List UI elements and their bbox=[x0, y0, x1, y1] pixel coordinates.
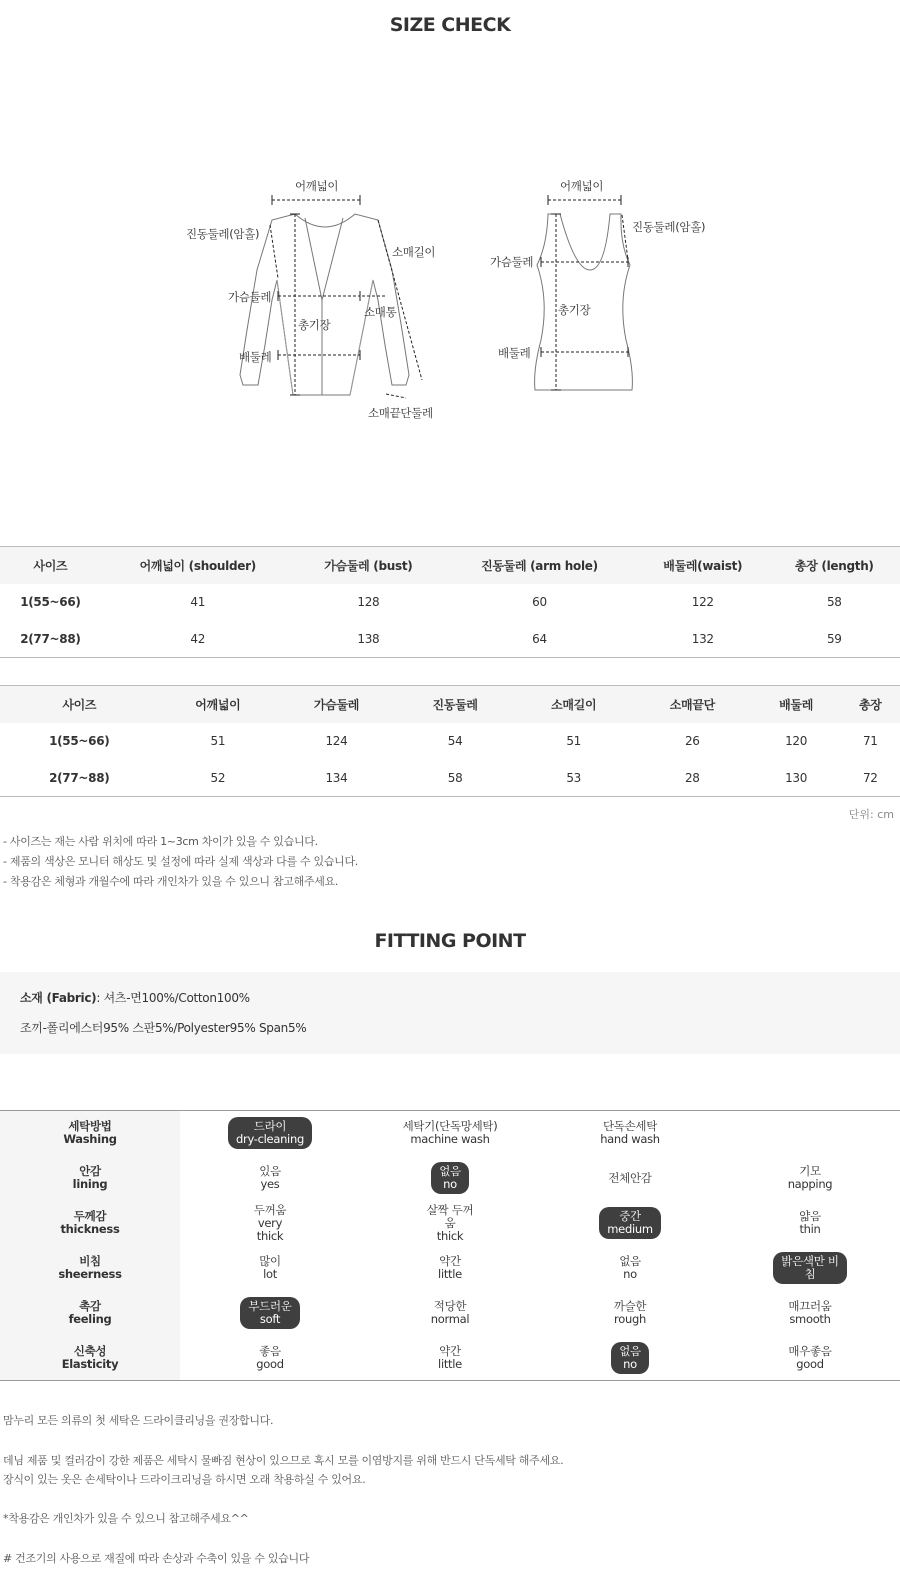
table-cell: 124 bbox=[325, 734, 348, 748]
fit-option bbox=[360, 1111, 540, 1156]
table-header: 배둘레(waist) bbox=[637, 547, 769, 584]
table-header: 어깨넓이 bbox=[159, 686, 278, 723]
fit-option bbox=[720, 1201, 900, 1246]
fit-option-en: napping bbox=[787, 1177, 833, 1191]
fit-option-ko: 두꺼움 bbox=[253, 1202, 287, 1217]
fit-option-text bbox=[540, 1172, 720, 1185]
fit-option-en: medium bbox=[607, 1222, 653, 1236]
fit-option bbox=[180, 1291, 360, 1336]
size-table-1 bbox=[0, 546, 900, 658]
fit-option-ko: 단독손세탁 bbox=[602, 1119, 658, 1134]
table-cell: 28 bbox=[684, 770, 700, 785]
fabric-line-2: 조끼-폴리에스터95% 스판5%/Polyester95% Span5% bbox=[20, 1021, 307, 1035]
table-cell: 128 bbox=[357, 595, 380, 609]
table-row bbox=[0, 723, 900, 760]
fit-option bbox=[720, 1111, 900, 1156]
fit-option bbox=[360, 1291, 540, 1336]
table-cell: 134 bbox=[325, 770, 348, 785]
fit-option bbox=[180, 1336, 360, 1381]
table-cell: 41 bbox=[190, 595, 206, 609]
label-vest-length: 총기장 bbox=[558, 303, 591, 317]
label-jacket-shoulder: 어깨넓이 bbox=[295, 179, 339, 193]
fit-option-en: thick bbox=[436, 1228, 464, 1243]
fit-option-selected bbox=[611, 1342, 649, 1374]
table-row bbox=[0, 621, 900, 658]
fabric-line-1 bbox=[20, 989, 250, 1006]
care-note: 장식이 있는 옷은 손세탁이나 드라이크리닝을 하시면 오래 착용하실 수 있어요. bbox=[3, 1473, 366, 1486]
unit-label: 단위: cm bbox=[848, 808, 894, 821]
table-cell: 53 bbox=[566, 770, 582, 785]
table-cell: 60 bbox=[532, 595, 547, 609]
fit-option bbox=[180, 1246, 360, 1291]
fit-option-text bbox=[540, 1255, 720, 1281]
fit-option-ko: 얇음 bbox=[799, 1209, 821, 1223]
fit-option bbox=[540, 1246, 720, 1291]
fitting-table bbox=[0, 1110, 900, 1381]
note-line: - 사이즈는 재는 사람 위치에 따라 1~3cm 차이가 있을 수 있습니다. bbox=[3, 835, 318, 848]
fit-option-ko: 중간 bbox=[619, 1209, 641, 1223]
table-cell: 58 bbox=[447, 770, 463, 785]
fit-option-en: little bbox=[438, 1267, 462, 1281]
label-vest-waist: 배둘레 bbox=[498, 346, 531, 360]
fit-option-ko: 적당한 bbox=[433, 1299, 467, 1313]
note-line: - 착용감은 체형과 개월수에 따라 개인차가 있을 수 있으니 참고해주세요. bbox=[3, 875, 339, 888]
fit-option-text bbox=[720, 1345, 900, 1371]
fit-option-selected bbox=[240, 1297, 299, 1329]
care-note: # 건조기의 사용으로 재질에 따라 손상과 수축이 있을 수 있습니다 bbox=[3, 1552, 310, 1565]
size-table-1-header bbox=[0, 547, 900, 584]
label-jacket-sleeve-width: 소매통 bbox=[364, 305, 397, 319]
fit-row-label-ko: 촉감 bbox=[79, 1299, 101, 1313]
table-header: 어깨넓이 (shoulder) bbox=[101, 547, 295, 584]
fit-option bbox=[360, 1246, 540, 1291]
table-header: 사이즈 bbox=[0, 686, 159, 723]
fit-option-en: no bbox=[623, 1267, 637, 1281]
fit-option-ko: 없음 bbox=[619, 1254, 641, 1268]
fit-row-label-ko: 비침 bbox=[79, 1254, 101, 1268]
fit-option-selected bbox=[431, 1162, 469, 1194]
table-header: 진동둘레 bbox=[396, 686, 515, 723]
table-cell: 54 bbox=[447, 734, 463, 748]
fit-row-label-ko: 두께감 bbox=[73, 1209, 107, 1223]
table-cell: 72 bbox=[862, 770, 878, 785]
fit-option bbox=[360, 1201, 540, 1246]
size-table-2-header bbox=[0, 686, 900, 723]
fit-option bbox=[720, 1336, 900, 1381]
fit-option-text bbox=[540, 1300, 720, 1326]
fit-option-en: no bbox=[623, 1356, 637, 1371]
size-notes bbox=[3, 832, 358, 892]
fit-option-en: yes bbox=[260, 1177, 280, 1191]
fit-option-text bbox=[180, 1165, 360, 1191]
fit-row-label-ko: 안감 bbox=[79, 1164, 101, 1178]
fitting-point-title: FITTING POINT bbox=[374, 930, 526, 952]
fit-option-ko: 약간 bbox=[439, 1254, 461, 1268]
fit-option-ko: 전체안감 bbox=[608, 1170, 652, 1185]
fit-option-ko: 세탁기(단독망세탁) bbox=[402, 1119, 498, 1134]
fit-row-header bbox=[0, 1111, 180, 1156]
fit-option-ko: 까슬한 bbox=[613, 1299, 647, 1313]
fit-option-text bbox=[360, 1300, 540, 1326]
table-cell: 2(77~88) bbox=[20, 631, 81, 646]
fit-row-header bbox=[0, 1201, 180, 1246]
fit-option-text bbox=[180, 1345, 360, 1371]
fit-option-ko: 부드러운 bbox=[248, 1299, 292, 1313]
table-cell: 132 bbox=[691, 631, 714, 646]
fit-option-en: rough bbox=[614, 1312, 646, 1326]
fit-option-en: good bbox=[256, 1356, 284, 1371]
table-header: 가슴둘레 bbox=[277, 686, 396, 723]
table-header: 사이즈 bbox=[0, 547, 101, 584]
fit-option-en: dry-cleaning bbox=[236, 1132, 304, 1147]
fit-option bbox=[180, 1156, 360, 1201]
fit-option-ko: 약간 bbox=[439, 1343, 461, 1358]
fit-option-en: smooth bbox=[789, 1312, 831, 1326]
fit-option bbox=[360, 1156, 540, 1201]
fit-option bbox=[540, 1291, 720, 1336]
table-cell: 1(55~66) bbox=[20, 595, 81, 609]
table-header: 가슴둘레 (bust) bbox=[295, 547, 442, 584]
label-jacket-armhole: 진동둘레(암홀) bbox=[186, 227, 260, 241]
label-vest-shoulder: 어깨넓이 bbox=[560, 179, 604, 193]
fit-option bbox=[540, 1336, 720, 1381]
garment-illustration bbox=[0, 170, 900, 430]
fit-option-ko: 없음 bbox=[619, 1343, 641, 1358]
fit-row bbox=[0, 1336, 900, 1381]
fit-row-label-en: thickness bbox=[60, 1222, 120, 1236]
table-header: 총장 bbox=[841, 686, 900, 723]
fit-row bbox=[0, 1291, 900, 1336]
fit-option-ko: 기모 bbox=[799, 1164, 821, 1178]
size-check-title: SIZE CHECK bbox=[389, 14, 511, 36]
fit-row-header bbox=[0, 1291, 180, 1336]
fit-option-text bbox=[180, 1255, 360, 1281]
care-note: 맘누리 모든 의류의 첫 세탁은 드라이클리닝을 권장합니다. bbox=[3, 1414, 274, 1427]
fit-option-en: no bbox=[443, 1177, 457, 1191]
fit-row-label-ko: 신축성 bbox=[73, 1343, 107, 1358]
table-cell: 64 bbox=[532, 631, 547, 646]
fit-row bbox=[0, 1111, 900, 1156]
note-line: - 제품의 색상은 모니터 해상도 및 설정에 따라 실제 색상과 다를 수 있습니다. bbox=[3, 855, 359, 868]
fit-row bbox=[0, 1201, 900, 1246]
fit-option bbox=[720, 1156, 900, 1201]
fit-row-label-en: Elasticity bbox=[61, 1356, 119, 1371]
fit-option-en: thin bbox=[799, 1222, 821, 1236]
table-cell: 138 bbox=[357, 631, 380, 646]
fit-option-ko: 많이 bbox=[259, 1254, 281, 1268]
fit-option-text bbox=[720, 1165, 900, 1191]
fit-option-en: lot bbox=[263, 1267, 277, 1281]
table-cell: 58 bbox=[826, 595, 842, 609]
fit-row bbox=[0, 1156, 900, 1201]
fit-option-text bbox=[540, 1120, 720, 1146]
fit-option-text bbox=[360, 1120, 540, 1146]
fit-option-ko: 드라이 bbox=[253, 1119, 287, 1134]
fit-option bbox=[180, 1201, 360, 1246]
fit-row-label-en: sheerness bbox=[58, 1267, 122, 1281]
label-jacket-sleeve-length: 소매길이 bbox=[392, 245, 436, 259]
fit-option bbox=[720, 1246, 900, 1291]
fit-option-ko: 살짝 두꺼 움 bbox=[426, 1202, 474, 1230]
fit-option-en: good bbox=[796, 1356, 824, 1371]
fit-row-label-en: Washing bbox=[63, 1132, 117, 1147]
table-cell: 1(55~66) bbox=[49, 734, 110, 748]
size-diagram bbox=[0, 170, 900, 430]
fit-row-header bbox=[0, 1336, 180, 1381]
fit-option-selected bbox=[773, 1252, 846, 1284]
fit-row-label-en: lining bbox=[72, 1177, 108, 1191]
table-header: 소매길이 bbox=[514, 686, 633, 723]
table-cell: 42 bbox=[190, 631, 206, 646]
fit-row-label-ko: 세탁방법 bbox=[68, 1119, 112, 1134]
fit-option-ko: 밝은색만 비 침 bbox=[781, 1254, 839, 1281]
fit-option-text bbox=[180, 1204, 360, 1243]
label-vest-bust: 가슴둘레 bbox=[490, 255, 534, 269]
table-header: 총장 (length) bbox=[769, 547, 900, 584]
table-header: 소매끝단 bbox=[633, 686, 752, 723]
fit-option bbox=[540, 1111, 720, 1156]
table-cell: 120 bbox=[785, 734, 808, 748]
label-jacket-cuff: 소매끝단둘레 bbox=[368, 406, 433, 420]
fit-row bbox=[0, 1246, 900, 1291]
label-vest-armhole: 진동둘레(암홀) bbox=[632, 220, 706, 234]
fit-option-ko: 매우좋음 bbox=[788, 1343, 832, 1358]
size-table-2 bbox=[0, 685, 900, 797]
fit-option-en: normal bbox=[430, 1312, 470, 1326]
fit-option bbox=[720, 1291, 900, 1336]
table-cell: 51 bbox=[210, 734, 226, 748]
fabric-value: : 셔츠-면100%/Cotton100% bbox=[96, 991, 250, 1005]
fit-option-en: hand wash bbox=[600, 1132, 660, 1147]
label-jacket-length: 총기장 bbox=[298, 318, 331, 332]
table-cell: 59 bbox=[826, 631, 842, 646]
label-jacket-waist: 배둘레 bbox=[239, 350, 272, 364]
fit-row-label-en: feeling bbox=[68, 1312, 112, 1326]
fit-option bbox=[360, 1336, 540, 1381]
fit-option-ko: 매끄러움 bbox=[788, 1299, 832, 1313]
care-note: *착용감은 개인차가 있을 수 있으니 참고해주세요^^ bbox=[3, 1512, 249, 1525]
table-cell: 130 bbox=[785, 770, 808, 785]
table-header: 진동둘레 (arm hole) bbox=[442, 547, 637, 584]
fit-option-en: soft bbox=[259, 1312, 281, 1326]
table-cell: 122 bbox=[691, 595, 714, 609]
fit-option-ko: 없음 bbox=[439, 1164, 461, 1178]
label-jacket-bust: 가슴둘레 bbox=[228, 290, 272, 304]
fit-option-text bbox=[360, 1204, 540, 1243]
fit-option-text bbox=[360, 1255, 540, 1281]
fit-row-header bbox=[0, 1246, 180, 1291]
fit-option-en: machine wash bbox=[410, 1132, 490, 1147]
fit-option-en: little bbox=[438, 1356, 462, 1371]
fabric-label: 소재 (Fabric) bbox=[20, 991, 97, 1005]
table-cell: 51 bbox=[566, 734, 582, 748]
table-cell: 2(77~88) bbox=[49, 770, 110, 785]
care-note: 데님 제품 및 컬러감이 강한 제품은 세탁시 물빠짐 현상이 있으므로 혹시 모를 이염방지를 위해 반드시 단독세탁 해주세요. bbox=[3, 1454, 564, 1467]
fit-option bbox=[540, 1201, 720, 1246]
fit-option-text bbox=[720, 1210, 900, 1236]
fit-option-text bbox=[360, 1345, 540, 1371]
fit-option-selected bbox=[599, 1207, 660, 1239]
fit-row-header bbox=[0, 1156, 180, 1201]
fit-option-text bbox=[720, 1300, 900, 1326]
table-cell: 71 bbox=[862, 734, 878, 748]
fit-option-ko: 좋음 bbox=[259, 1343, 281, 1358]
fit-option-selected bbox=[228, 1117, 312, 1149]
table-header: 배둘레 bbox=[752, 686, 841, 723]
fit-option-en: very thick bbox=[256, 1215, 284, 1243]
table-row bbox=[0, 584, 900, 621]
fit-option bbox=[540, 1156, 720, 1201]
table-cell: 52 bbox=[210, 770, 226, 785]
fabric-box bbox=[0, 972, 900, 1054]
fit-option-ko: 있음 bbox=[259, 1164, 281, 1178]
table-cell: 26 bbox=[684, 734, 700, 748]
fit-option bbox=[180, 1111, 360, 1156]
table-row bbox=[0, 760, 900, 797]
